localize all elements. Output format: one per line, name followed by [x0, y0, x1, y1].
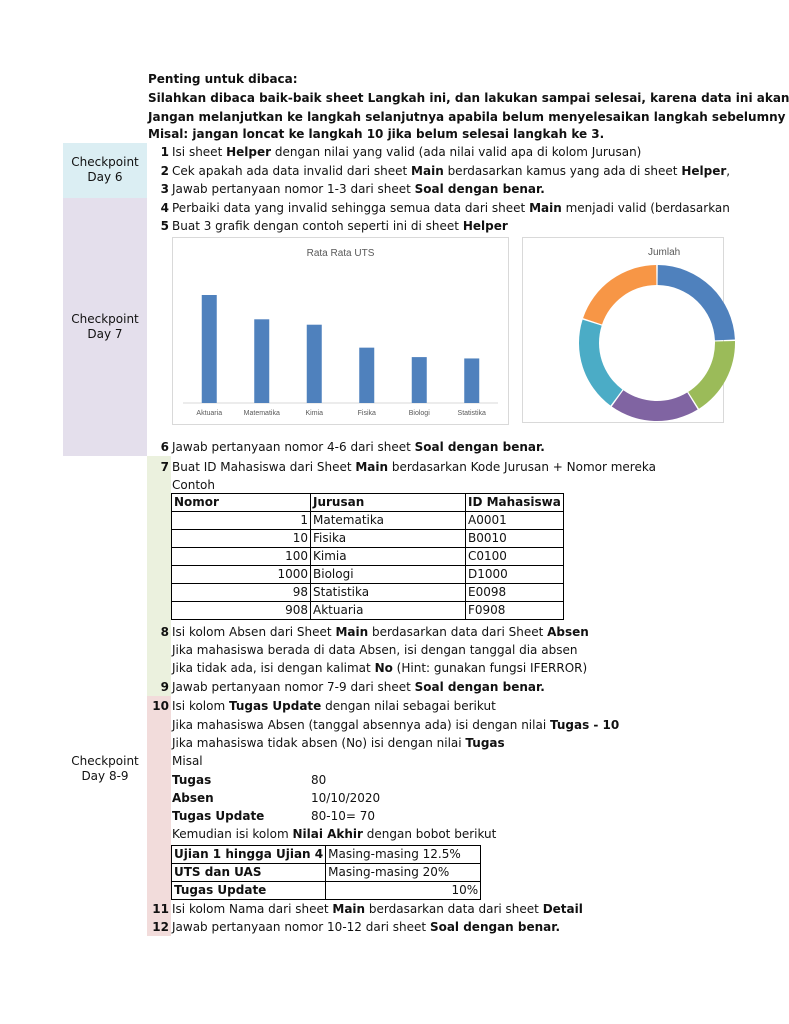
step-number: 6 — [160, 440, 169, 454]
table-cell: 100 — [172, 548, 311, 566]
donut-slice — [612, 390, 698, 421]
bar-biologi — [412, 357, 427, 403]
x-tick-label: Biologi — [408, 410, 430, 417]
x-tick-label: Aktuaria — [196, 410, 223, 417]
checkpoint-day89-green-band — [147, 456, 171, 696]
example-label: Tugas — [172, 773, 212, 787]
table-cell: 1 — [172, 512, 311, 530]
step-10-text: Isi kolom Tugas Update dengan nilai sebagai berikut — [172, 699, 496, 713]
step-number: 3 — [160, 182, 169, 196]
checkpoint-day7-label: Checkpoint Day 7 — [71, 312, 139, 341]
donut-slice — [583, 265, 656, 325]
checkpoint-day6-label: Checkpoint Day 6 — [71, 155, 139, 184]
table-row — [172, 530, 564, 548]
table-cell: Masing-masing 12.5% — [326, 846, 481, 864]
example-value: 80 — [311, 773, 327, 787]
table-cell: C0100 — [466, 548, 564, 566]
bar-chart-svg — [173, 238, 508, 424]
table-cell: Ujian 1 hingga Ujian 4 — [172, 846, 326, 864]
donut-chart-example — [522, 237, 680, 423]
bar-aktuaria — [202, 295, 217, 403]
table-cell: 908 — [172, 602, 311, 620]
table-row — [172, 864, 481, 882]
step-number: 2 — [160, 164, 169, 178]
step-6-text: Jawab pertanyaan nomor 4-6 dari sheet Soal dengan benar. — [172, 440, 545, 454]
intro-line-2: Jangan melanjutkan ke langkah selanjutnya apabila belum menyelesaikan langkah sebelumny — [148, 110, 786, 124]
table-cell: Matematika — [311, 512, 466, 530]
checkpoint-day89-pink-band — [147, 696, 171, 936]
example-value: 10/10/2020 — [311, 791, 381, 805]
donut-chart-svg — [522, 237, 722, 423]
step-number: 8 — [160, 625, 169, 639]
bar-kimia — [307, 325, 322, 403]
table-cell: Masing-masing 20% — [326, 864, 481, 882]
step-8-line-3: Jika tidak ada, isi dengan kalimat No (Hint: gunakan fungsi IFERROR) — [172, 661, 588, 675]
table-cell: E0098 — [466, 584, 564, 602]
table-cell: 10% — [326, 882, 481, 900]
chart-title: Rata Rata UTS — [306, 248, 375, 259]
step-8-line-2: Jika mahasiswa berada di data Absen, isi dengan tanggal dia absen — [172, 643, 578, 657]
table-header-row — [172, 494, 564, 512]
step-10-line-4: Kemudian isi kolom Nilai Akhir dengan bobot berikut — [172, 827, 497, 841]
table-cell: Statistika — [311, 584, 466, 602]
step-10-line-3: Jika mahasiswa tidak absen (No) isi dengan nilai Tugas — [172, 736, 505, 750]
table-cell: Aktuaria — [311, 602, 466, 620]
table-row — [172, 882, 481, 900]
table-cell: B0010 — [466, 530, 564, 548]
step-7-text: Buat ID Mahasiswa dari Sheet Main berdasarkan Kode Jurusan + Nomor mereka — [172, 460, 656, 474]
table-cell: D1000 — [466, 566, 564, 584]
bar-statistika — [464, 358, 479, 403]
intro-line-3: Misal: jangan loncat ke langkah 10 jika belum selesai langkah ke 3. — [148, 127, 605, 141]
step-10-line-2: Jika mahasiswa Absen (tanggal absennya ada) isi dengan nilai Tugas - 10 — [172, 718, 620, 732]
x-tick-label: Statistika — [457, 410, 486, 417]
step-4-text: Perbaiki data yang invalid sehingga semua data dari sheet Main menjadi valid (berdasarkan — [172, 201, 730, 215]
step-number: 12 — [152, 920, 169, 934]
table-cell: Biologi — [311, 566, 466, 584]
table-header-cell: Nomor — [172, 494, 311, 512]
bar-fisika — [359, 348, 374, 403]
table-cell: 98 — [172, 584, 311, 602]
x-tick-label: Matematika — [243, 410, 280, 417]
table-row — [172, 846, 481, 864]
step-1-text: Isi sheet Helper dengan nilai yang valid (ada nilai valid apa di kolom Jurusan) — [172, 145, 642, 159]
id-mahasiswa-table — [171, 493, 564, 620]
table-cell: Tugas Update — [172, 882, 326, 900]
step-3-text: Jawab pertanyaan nomor 1-3 dari sheet Soal dengan benar. — [172, 182, 545, 196]
table-cell: Kimia — [311, 548, 466, 566]
bar-chart-example — [172, 237, 509, 425]
intro-line-1: Silahkan dibaca baik-baik sheet Langkah ini, dan lakukan sampai selesai, karena data ini akan — [148, 91, 789, 105]
step-number: 10 — [152, 699, 169, 713]
example-label: Absen — [172, 791, 214, 805]
checkpoint-day89-label: Checkpoint Day 8-9 — [71, 754, 139, 783]
table-row — [172, 584, 564, 602]
step-8-text: Isi kolom Absen dari Sheet Main berdasarkan data dari Sheet Absen — [172, 625, 589, 639]
page-title: Penting untuk dibaca: — [148, 72, 298, 86]
table-header-cell: ID Mahasiswa — [466, 494, 564, 512]
bobot-table — [171, 845, 481, 900]
bar-matematika — [254, 319, 269, 403]
step-10-misal: Misal — [172, 754, 203, 768]
step-2-text: Cek apakah ada data invalid dari sheet Main berdasarkan kamus yang ada di sheet Helper, — [172, 164, 731, 178]
step-9-text: Jawab pertanyaan nomor 7-9 dari sheet Soal dengan benar. — [172, 680, 545, 694]
step-7-contoh: Contoh — [172, 478, 215, 492]
table-cell: UTS dan UAS — [172, 864, 326, 882]
table-cell: A0001 — [466, 512, 564, 530]
example-label: Tugas Update — [172, 809, 265, 823]
donut-title: Jumlah — [648, 247, 681, 258]
step-number: 9 — [160, 680, 169, 694]
table-header-cell: Jurusan — [311, 494, 466, 512]
table-row — [172, 602, 564, 620]
table-cell: 1000 — [172, 566, 311, 584]
table-cell: 10 — [172, 530, 311, 548]
donut-slice — [579, 320, 622, 406]
table-row — [172, 548, 564, 566]
step-11-text: Isi kolom Nama dari sheet Main berdasarkan data dari sheet Detail — [172, 902, 583, 916]
step-number: 11 — [152, 902, 169, 916]
step-number: 4 — [160, 201, 169, 215]
donut-slice — [688, 341, 735, 409]
x-tick-label: Kimia — [305, 410, 324, 417]
table-cell: Fisika — [311, 530, 466, 548]
table-cell: F0908 — [466, 602, 564, 620]
step-5-text: Buat 3 grafik dengan contoh seperti ini di sheet Helper — [172, 219, 508, 233]
table-row — [172, 566, 564, 584]
x-tick-label: Fisika — [357, 410, 376, 417]
example-value: 80-10= 70 — [311, 809, 376, 823]
step-number: 1 — [160, 145, 169, 159]
step-number: 5 — [160, 219, 169, 233]
step-12-text: Jawab pertanyaan nomor 10-12 dari sheet Soal dengan benar. — [172, 920, 561, 934]
step-number: 7 — [160, 460, 169, 474]
table-row — [172, 512, 564, 530]
